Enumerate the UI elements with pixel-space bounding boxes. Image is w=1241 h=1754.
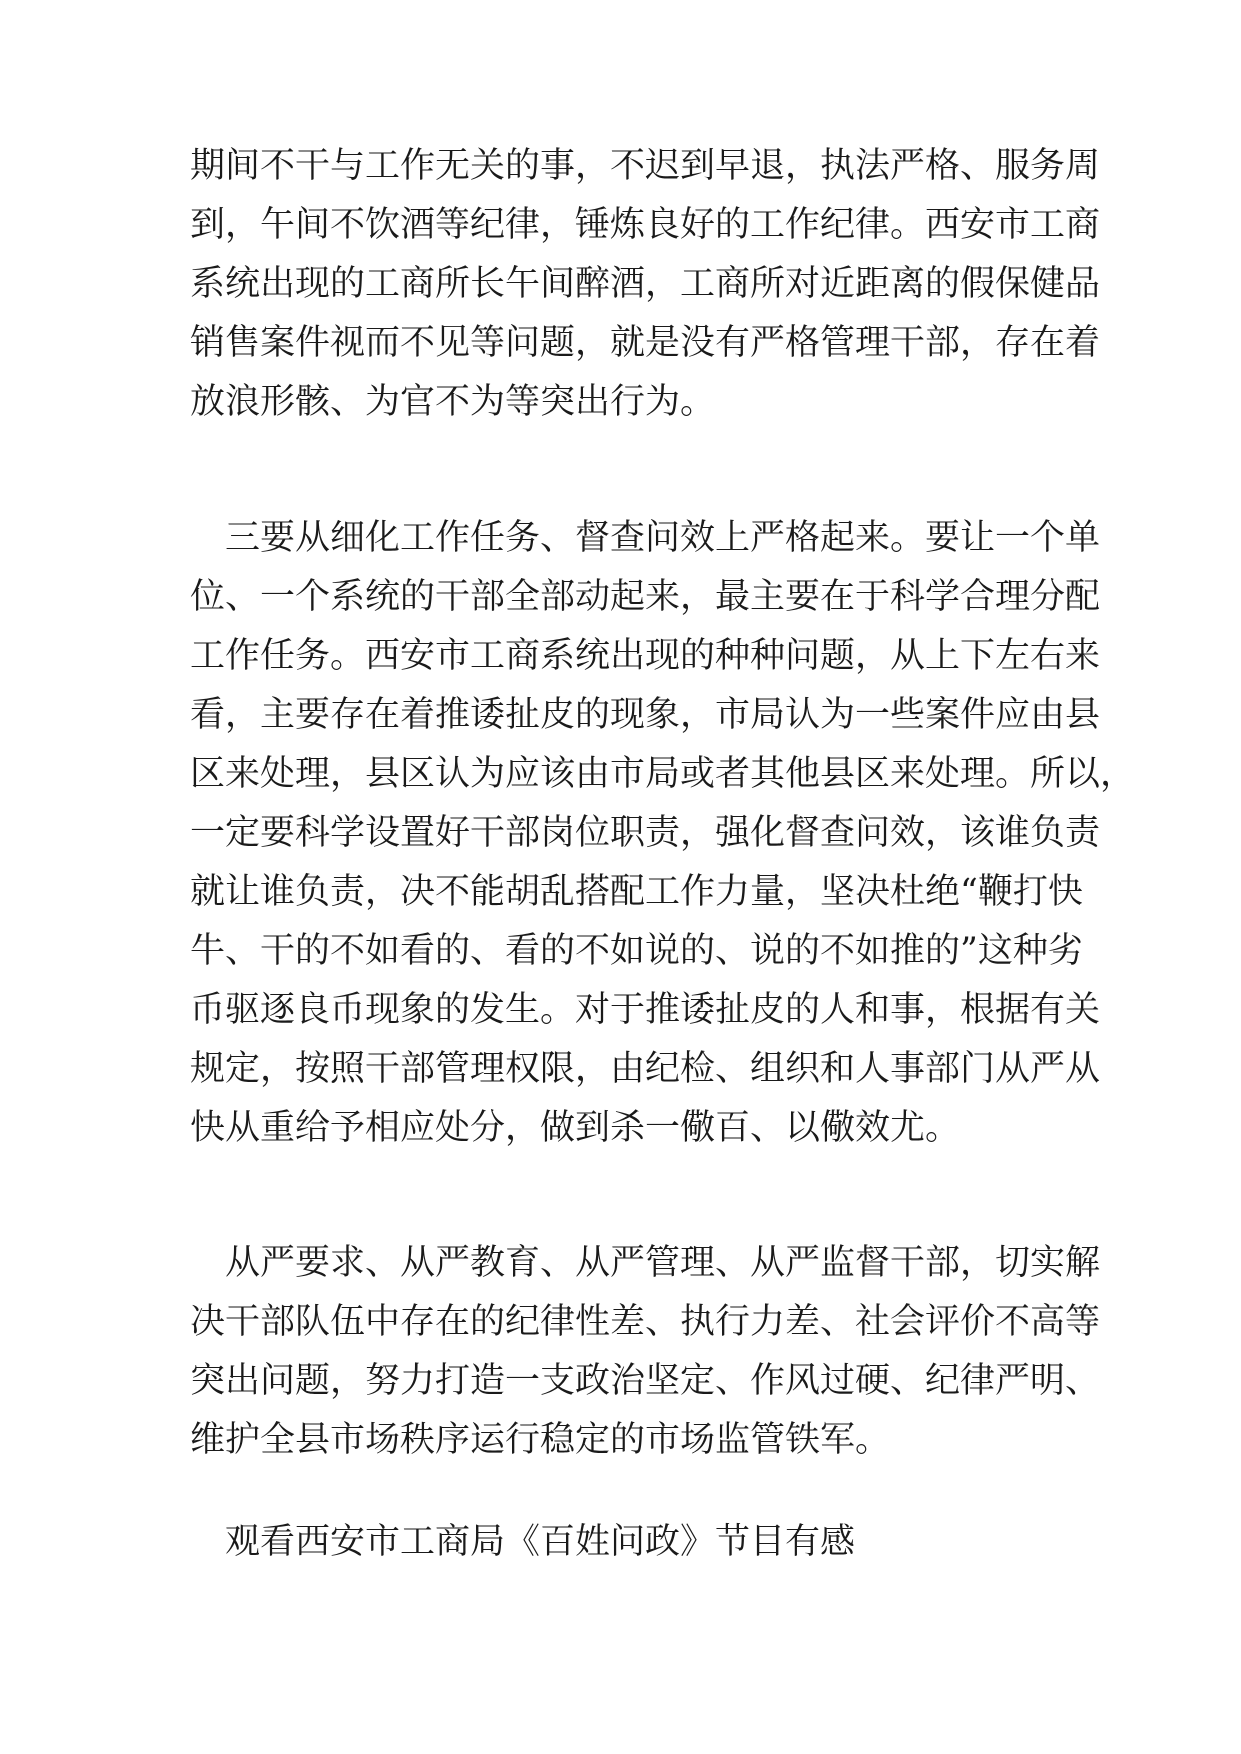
para-2-line-11: 快从重给予相应处分，做到杀一儆百、以儆效尤。: [190, 1108, 961, 1148]
para-1-line-5: 放浪形骸、为官不为等突出行为。: [190, 382, 716, 422]
para-2-line-2: 位、一个系统的干部全部动起来，最主要在于科学合理分配: [190, 577, 1101, 617]
para-2-line-5: 区来处理，县区认为应该由市局或者其他县区来处理。所以，: [190, 754, 1136, 794]
para-1-line-1: 期间不干与工作无关的事，不迟到早退，执法严格、服务周: [190, 146, 1101, 186]
para-2-line-6: 一定要科学设置好干部岗位职责，强化督查问效，该谁负责: [190, 813, 1101, 853]
para-2-line-4: 看，主要存在着推诿扯皮的现象，市局认为一些案件应由县: [190, 695, 1101, 735]
article-title-line: 观看西安市工商局《百姓问政》节目有感: [225, 1522, 856, 1562]
para-2-line-3: 工作任务。西安市工商系统出现的种种问题，从上下左右来: [190, 636, 1101, 676]
para-2-line-1: 三要从细化工作任务、督查问效上严格起来。要让一个单: [225, 518, 1101, 558]
para-2-line-9: 币驱逐良币现象的发生。对于推诿扯皮的人和事，根据有关: [190, 990, 1101, 1030]
para-3-line-4: 维护全县市场秩序运行稳定的市场监管铁军。: [190, 1420, 891, 1460]
para-3-line-2: 决干部队伍中存在的纪律性差、执行力差、社会评价不高等: [190, 1302, 1101, 1342]
para-3-line-3: 突出问题，努力打造一支政治坚定、作风过硬、纪律严明、: [190, 1361, 1101, 1401]
para-1-line-2: 到，午间不饮酒等纪律，锤炼良好的工作纪律。西安市工商: [190, 205, 1101, 245]
para-1-line-4: 销售案件视而不见等问题，就是没有严格管理干部，存在着: [190, 323, 1101, 363]
para-1-line-3: 系统出现的工商所长午间醉酒，工商所对近距离的假保健品: [190, 264, 1101, 304]
para-2-line-8: 牛、干的不如看的、看的不如说的、说的不如推的”这种劣: [190, 931, 1083, 971]
para-3-line-1: 从严要求、从严教育、从严管理、从严监督干部，切实解: [225, 1243, 1101, 1283]
para-2-line-10: 规定，按照干部管理权限，由纪检、组织和人事部门从严从: [190, 1049, 1101, 1089]
para-2-line-7: 就让谁负责，决不能胡乱搭配工作力量，坚决杜绝“鞭打快: [190, 872, 1083, 912]
